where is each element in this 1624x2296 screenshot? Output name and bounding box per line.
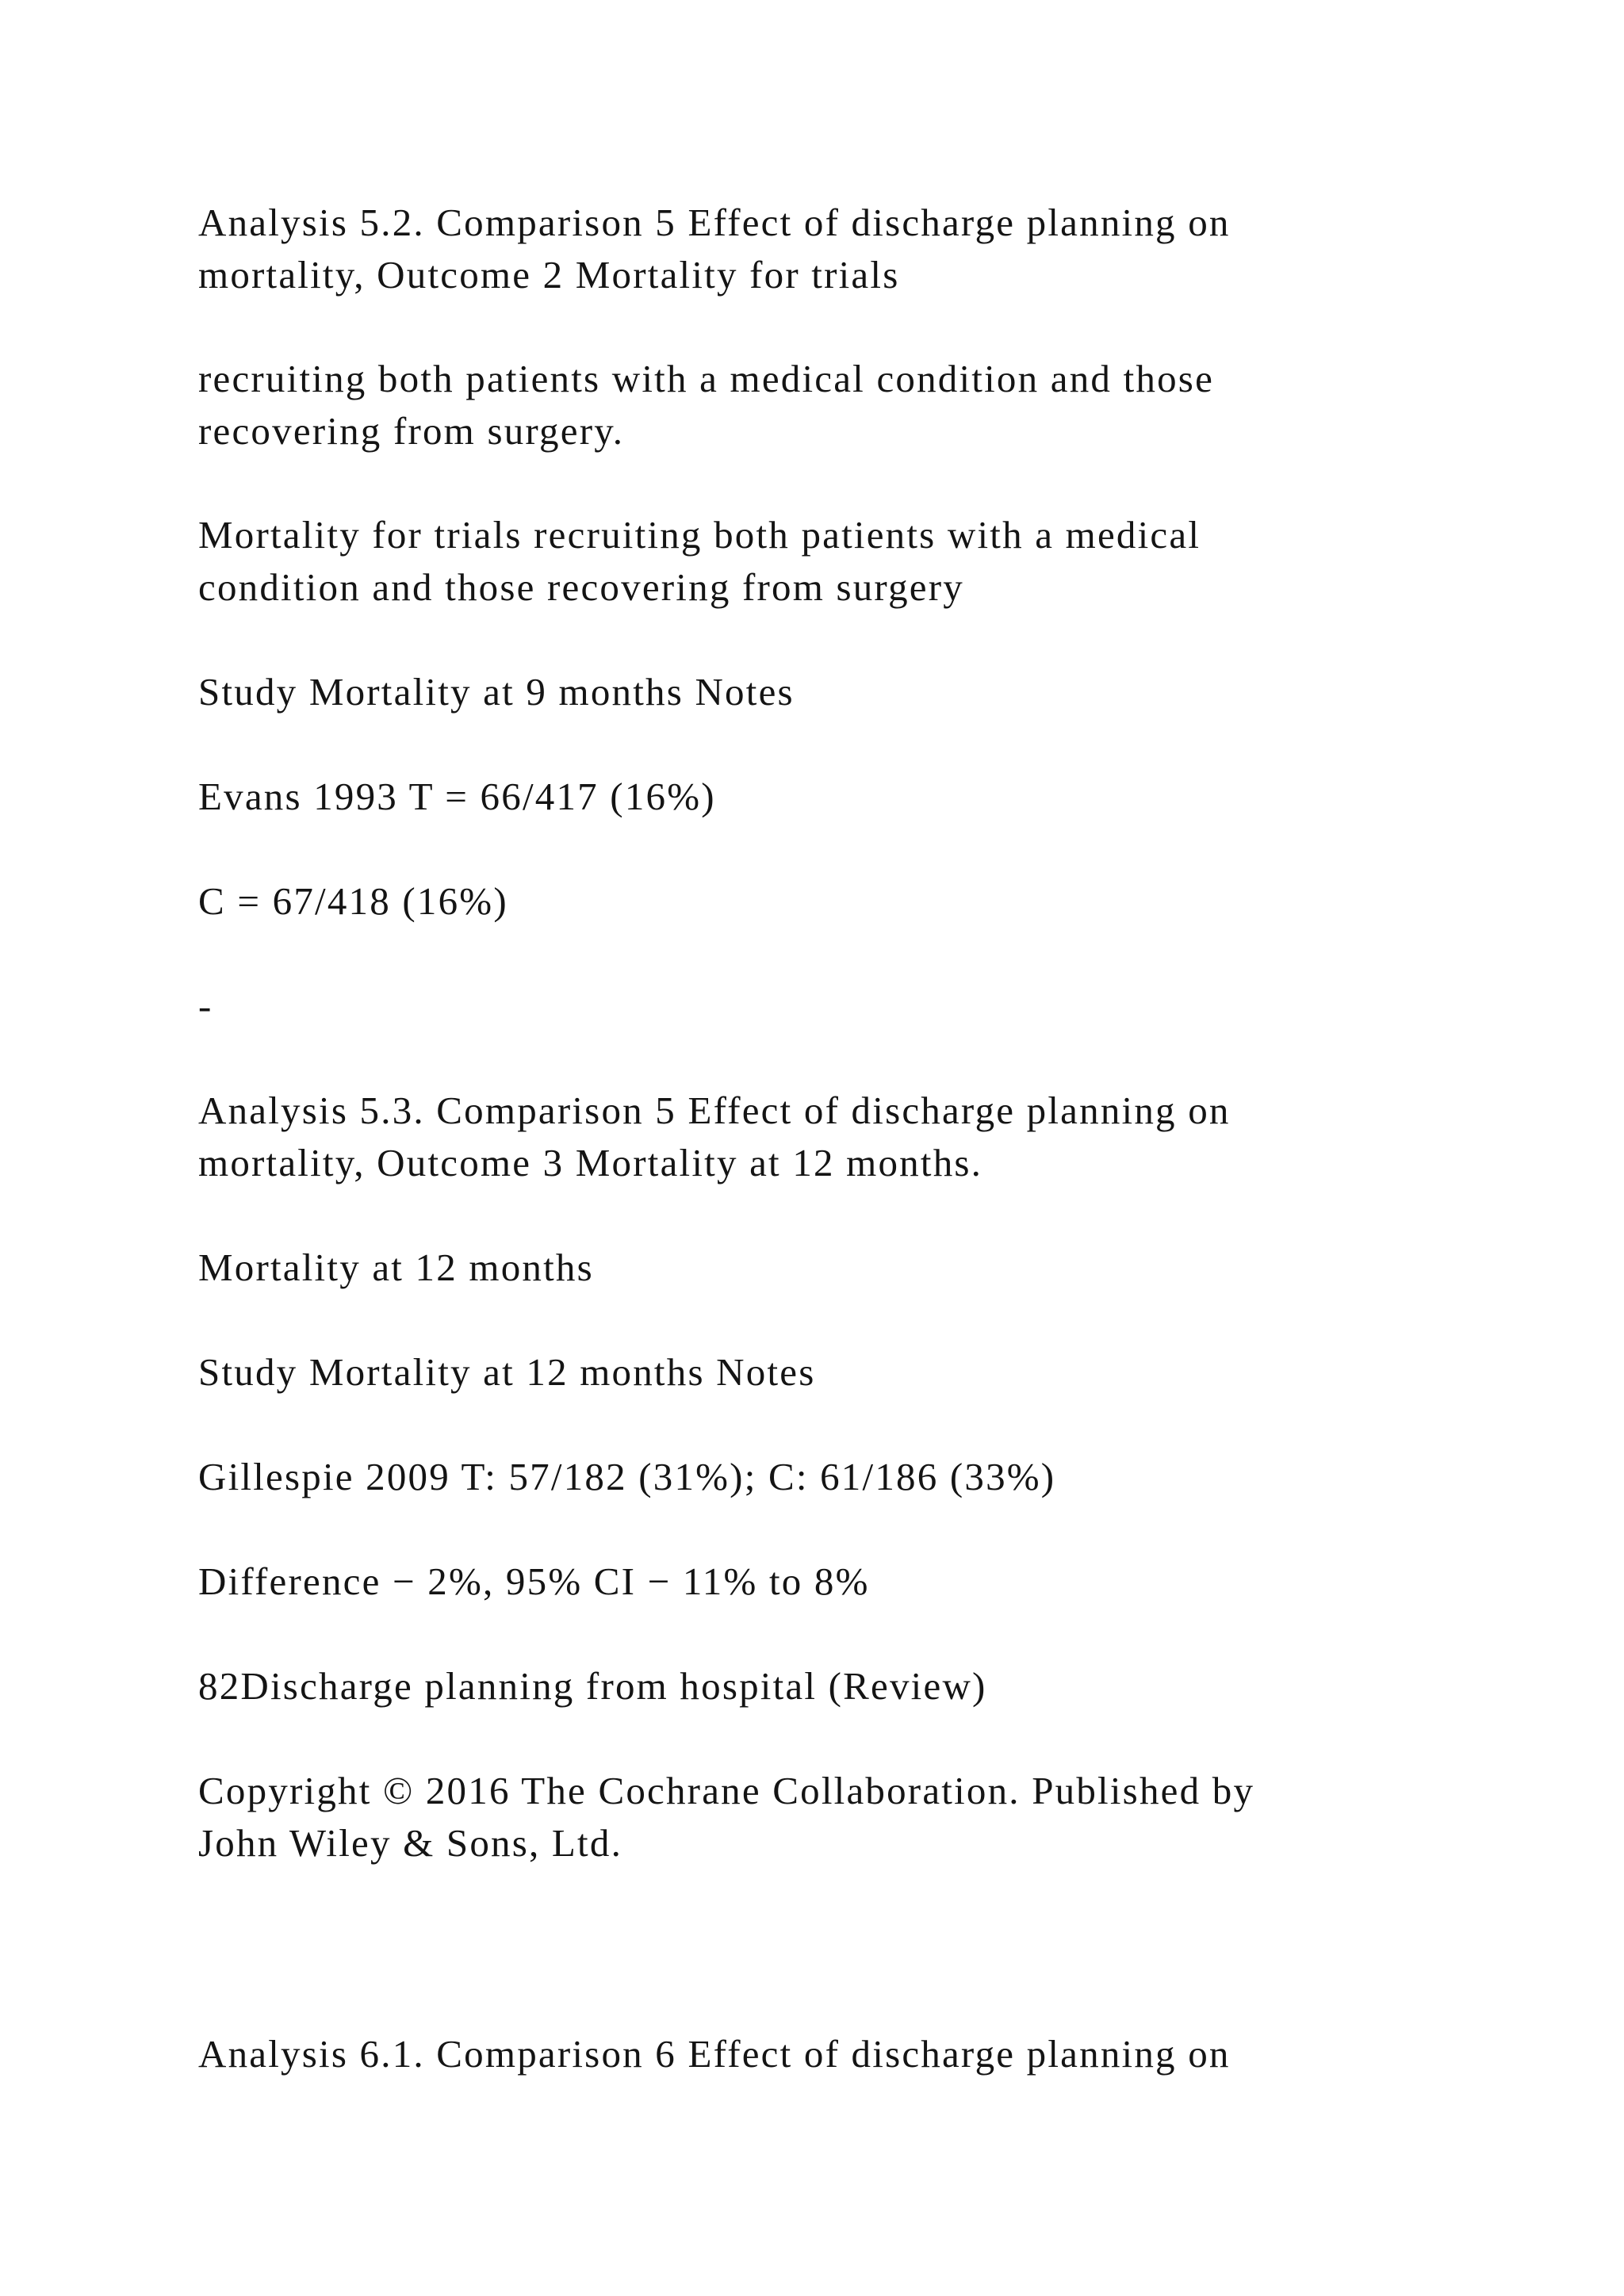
page-footer-title: 82Discharge planning from hospital (Review): [198, 1664, 987, 1708]
table-5-2-row-treatment: Evans 1993 T = 66/417 (16%): [198, 775, 716, 818]
outcome-5-3-title: Mortality at 12 months: [198, 1246, 594, 1289]
analysis-5-2-heading-continued: recruiting both patients with a medical condition and those recovering from surgery.: [198, 357, 1215, 453]
outcome-5-2-title: Mortality for trials recruiting both patients with a medical condition and those recovering from surgery: [198, 513, 1201, 609]
analysis-5-2-heading: Analysis 5.2. Comparison 5 Effect of discharge planning on mortality, Outcome 2 Mortality for trials: [198, 201, 1231, 297]
table-5-2-notes: -: [198, 984, 213, 1027]
table-5-3-difference: Difference − 2%, 95% CI − 11% to 8%: [198, 1559, 870, 1603]
table-5-2-row-control: C = 67/418 (16%): [198, 879, 508, 923]
analysis-6-1-heading: Analysis 6.1. Comparison 6 Effect of discharge planning on: [198, 2032, 1231, 2076]
analysis-5-3-heading: Analysis 5.3. Comparison 5 Effect of discharge planning on mortality, Outcome 3 Mortality at 12 months.: [198, 1089, 1231, 1184]
table-5-3-header: Study Mortality at 12 months Notes: [198, 1350, 816, 1394]
table-5-2-header: Study Mortality at 9 months Notes: [198, 670, 795, 714]
copyright-notice: Copyright © 2016 The Cochrane Collaboration. Published by John Wiley & Sons, Ltd.: [198, 1769, 1255, 1865]
table-5-3-row: Gillespie 2009 T: 57/182 (31%); C: 61/186 (33%): [198, 1455, 1056, 1498]
